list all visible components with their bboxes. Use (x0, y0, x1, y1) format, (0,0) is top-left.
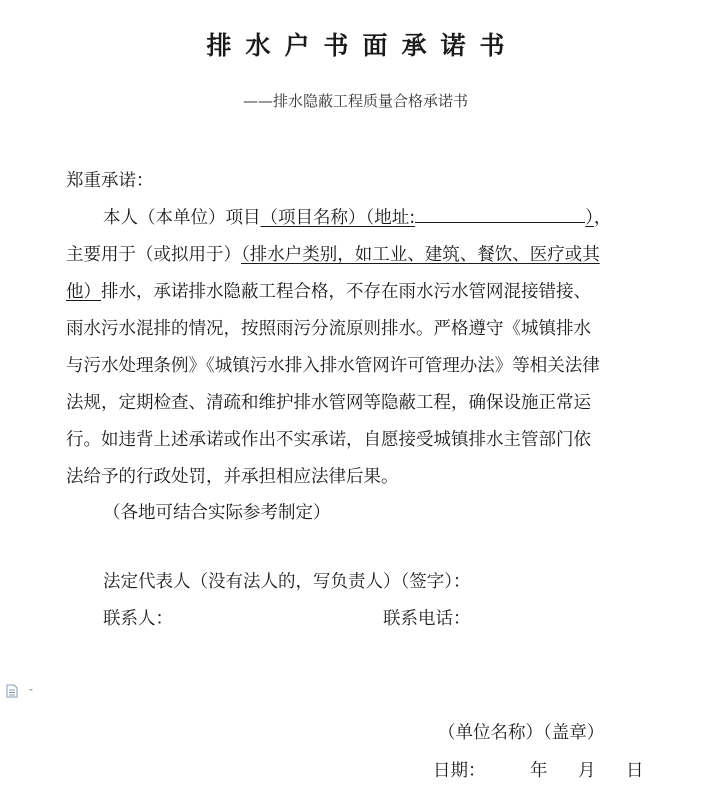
discharge-type-field: （排水户类别，如工业、建筑、餐饮、医疗或其 (241, 245, 600, 265)
paragraph-line-2 (66, 241, 600, 266)
address-blank (415, 205, 585, 223)
paragraph-text: 本人（本单位）项目 (103, 208, 261, 228)
document-subtitle: ——排水隐蔽工程质量合格承诺书 (242, 92, 468, 110)
salutation: 郑重承诺： (66, 171, 154, 191)
unit-seal: （单位名称）（盖章） (438, 723, 605, 743)
contact-phone: 联系电话： (383, 609, 471, 629)
contact-person: 联系人： (103, 609, 173, 629)
document-title: 排水户书面承诺书 (206, 31, 519, 60)
paragraph-line-4: 雨水污水混排的情况，按照雨污分流原则排水。严格遵守《城镇排水 (66, 319, 591, 339)
discharge-type-field-end: 他） (66, 282, 101, 302)
note: （各地可结合实际参考制定） (103, 503, 331, 523)
paragraph-line-6: 法规，定期检查、清疏和维护排水管网等隐蔽工程，确保设施正常运 (66, 393, 591, 413)
legal-rep-signature: 法定代表人（没有法人的，写负责人）（签字）： (103, 572, 471, 592)
paragraph-line-7: 行。如违背上述承诺或作出不实承诺，自愿接受城镇排水主管部门依 (66, 430, 591, 450)
date-year: 年 (530, 761, 548, 781)
date-day: 日 (626, 761, 644, 781)
paragraph-line-3 (66, 278, 591, 303)
date-month: 月 (578, 761, 596, 781)
paragraph-text: 主要用于（或拟用于） (66, 245, 241, 265)
paragraph-line-1 (103, 204, 611, 229)
paragraph-text: 排水，承诺排水隐蔽工程合格，不存在雨水污水管网混接错接、 (101, 282, 591, 302)
paragraph-text: ， (593, 208, 612, 228)
paragraph-line-8: 法给予的行政处罚，并承担相应法律后果。 (66, 467, 399, 487)
address-close: ） (585, 208, 594, 228)
date-label: 日期： (433, 761, 486, 781)
paragraph-line-5: 与污水处理条例》《城镇污水排入排水管网许可管理办法》等相关法律 (66, 356, 600, 376)
project-name-field: （项目名称）（地址: (260, 208, 416, 228)
document-icon[interactable] (5, 683, 35, 697)
